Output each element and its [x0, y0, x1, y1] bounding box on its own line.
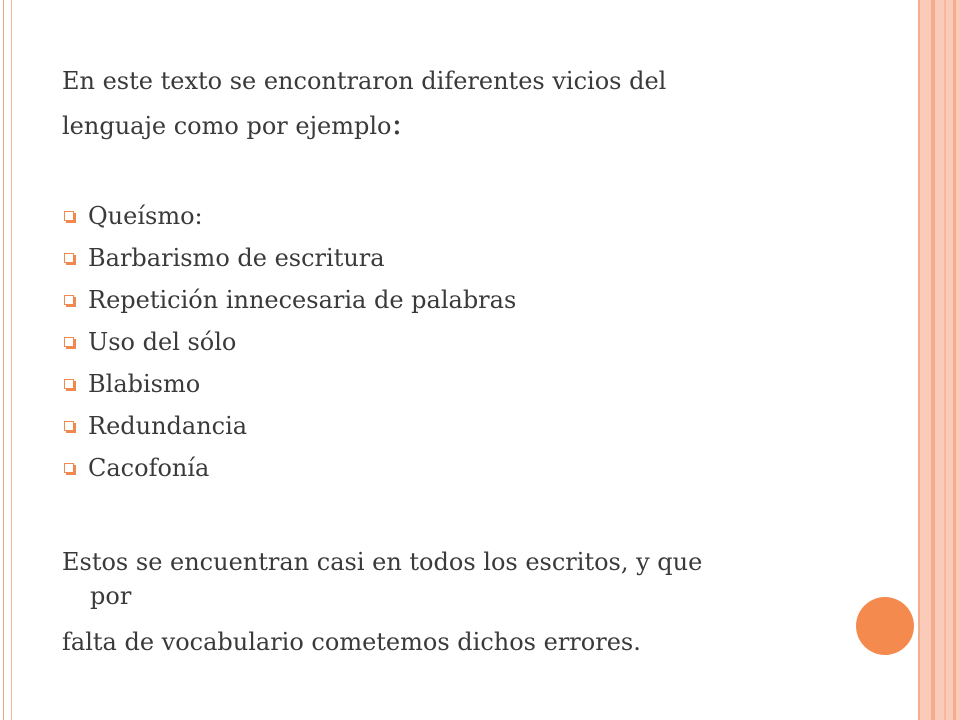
- square-bullet-icon: [64, 211, 74, 221]
- list-item-label: Cacofonía: [88, 454, 210, 482]
- square-bullet-icon: [64, 379, 74, 389]
- intro-line-2: [62, 102, 842, 147]
- orange-circle-ornament: [856, 597, 914, 655]
- list-item-label: Queísmo:: [88, 202, 203, 230]
- list-item: [62, 447, 516, 489]
- square-bullet-icon: [64, 463, 74, 473]
- intro-paragraph: [62, 60, 842, 147]
- right-band-stripe: [953, 0, 956, 720]
- closing-line-1: Estos se encuentran casi en todos los escritos, y que: [62, 548, 703, 576]
- list-item-label: Blabismo: [88, 370, 201, 398]
- square-bullet-icon: [64, 295, 74, 305]
- square-bullet-icon: [64, 253, 74, 263]
- right-band-stripe: [944, 0, 946, 720]
- square-bullet-icon: [64, 421, 74, 431]
- list-item-label: Uso del sólo: [88, 328, 237, 356]
- list-item-label: Redundancia: [88, 412, 248, 440]
- closing-paragraph: [62, 545, 852, 659]
- intro-line-2-text: lenguaje como por ejemplo: [62, 112, 392, 140]
- list-item: [62, 279, 516, 321]
- left-border-line: [11, 0, 12, 720]
- intro-colon: :: [391, 104, 403, 142]
- closing-line-2: falta de vocabulario cometemos dichos errores.: [62, 628, 641, 656]
- closing-line-1-wrap: por: [90, 582, 132, 610]
- list-item: [62, 363, 516, 405]
- list-item: [62, 237, 516, 279]
- right-band-stripe: [918, 0, 920, 720]
- vices-list: [62, 195, 516, 489]
- list-item: [62, 321, 516, 363]
- list-item: [62, 195, 516, 237]
- intro-line-1: En este texto se encontraron diferentes vicios del: [62, 67, 667, 95]
- square-bullet-icon: [64, 337, 74, 347]
- list-item-label: Repetición innecesaria de palabras: [88, 286, 517, 314]
- right-band-stripe: [931, 0, 935, 720]
- left-border-line: [3, 0, 4, 720]
- list-item: [62, 405, 516, 447]
- list-item-label: Barbarismo de escritura: [88, 244, 385, 272]
